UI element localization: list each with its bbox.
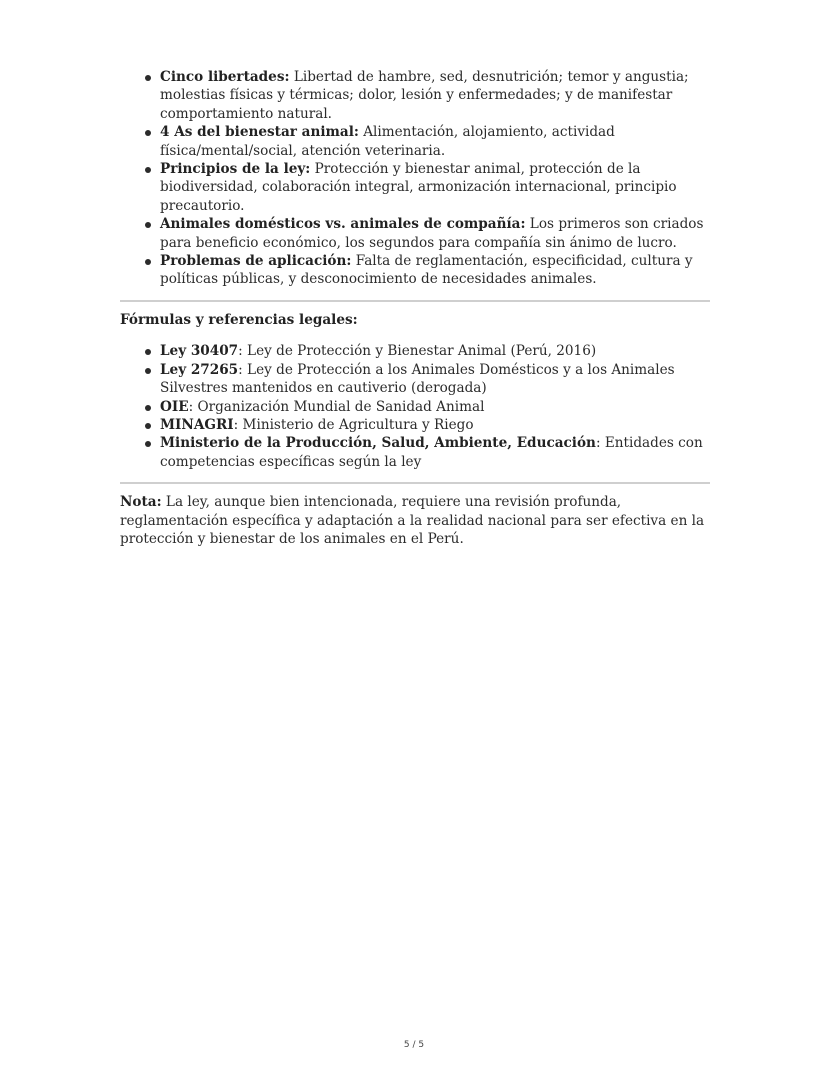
list-item xyxy=(160,434,710,471)
note-label: Nota: xyxy=(120,494,162,511)
page-content xyxy=(120,68,710,548)
list-item xyxy=(160,252,710,289)
note-paragraph xyxy=(120,493,710,548)
section-divider xyxy=(120,482,710,484)
item-term: MINAGRI xyxy=(160,416,234,433)
page-number: 5 / 5 xyxy=(403,1040,425,1050)
item-term: Principios de la ley: xyxy=(160,161,311,178)
list-item xyxy=(160,68,710,123)
list-item xyxy=(160,398,710,416)
item-text: : Organización Mundial de Sanidad Animal xyxy=(188,398,485,415)
item-text: : Entidades con competencias específicas según la ley xyxy=(160,435,703,470)
list-item xyxy=(160,342,710,360)
list-item xyxy=(160,160,710,215)
item-text: Los primeros son criados para beneficio económico, los segundos para compañía sin ánimo de lucro. xyxy=(160,216,704,251)
item-text: Alimentación, alojamiento, actividad física/mental/social, atención veterinaria. xyxy=(160,124,615,159)
list-item xyxy=(160,416,710,434)
list-item xyxy=(160,361,710,398)
list-item xyxy=(160,215,710,252)
item-term: Ley 30407 xyxy=(160,343,239,360)
item-text: : Ley de Protección a los Animales Domésticos y a los Animales Silvestres mantenidos en cautiverio (derogada) xyxy=(160,361,675,397)
item-term: Cinco libertades: xyxy=(160,69,290,85)
item-text: Falta de reglamentación, especificidad, cultura y políticas públicas, y desconocimiento de necesidades animales. xyxy=(160,253,693,288)
item-text: : Ministerio de Agricultura y Riego xyxy=(233,416,474,433)
item-text: : Ley de Protección y Bienestar Animal (Perú, 2016) xyxy=(238,343,597,360)
key-points-list xyxy=(120,68,710,289)
item-term: 4 As del bienestar animal: xyxy=(160,124,359,141)
item-text: Libertad de hambre, sed, desnutrición; temor y angustia; molestias físicas y térmicas; dolor, lesión y enfermedades; y de manifestar comportamiento natural. xyxy=(160,69,689,122)
item-term: OIE xyxy=(160,398,189,415)
item-term: Ley 27265 xyxy=(160,361,239,378)
item-term: Ministerio de la Producción, Salud, Ambiente, Educación xyxy=(160,435,596,452)
section-divider xyxy=(120,300,710,302)
references-list xyxy=(120,342,710,471)
list-item xyxy=(160,123,710,160)
item-term: Problemas de aplicación: xyxy=(160,253,352,270)
note-text: La ley, aunque bien intencionada, requiere una revisión profunda, reglamentación específica y adaptación a la realidad nacional para ser efectiva en la protección y bienestar de los animales en el Perú. xyxy=(120,494,705,547)
item-text: Protección y bienestar animal, protección de la biodiversidad, colaboración integral, armonización internacional, principio precautorio. xyxy=(160,161,677,214)
references-heading: Fórmulas y referencias legales: xyxy=(120,311,358,328)
item-term: Animales domésticos vs. animales de compañía: xyxy=(160,216,526,233)
